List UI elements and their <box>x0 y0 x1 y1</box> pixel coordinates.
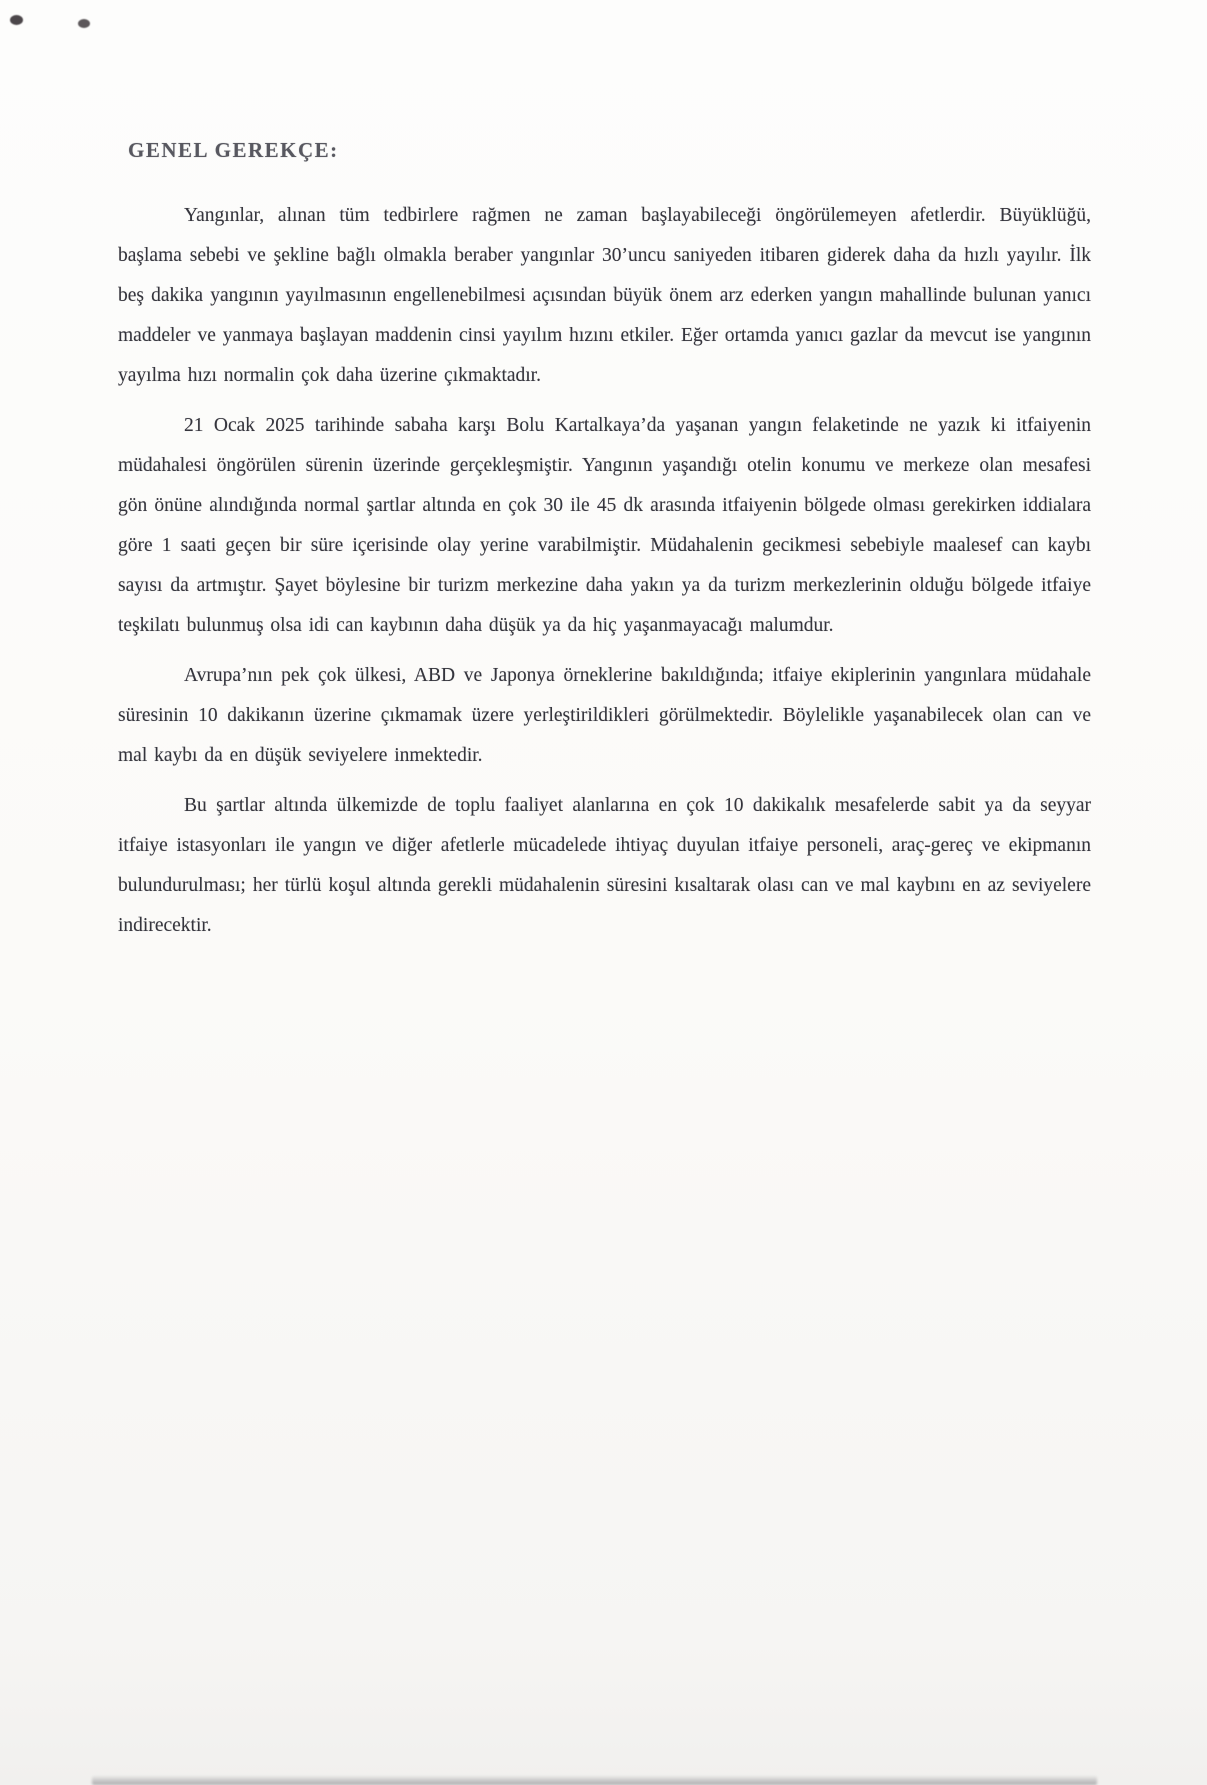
document-title: GENEL GEREKÇE: <box>128 138 339 162</box>
scan-speck-icon <box>78 19 90 28</box>
scan-speck-icon <box>10 15 23 25</box>
paragraph-international-examples: Avrupa’nın pek çok ülkesi, ABD ve Japonya örneklerine bakıldığında; itfaiye ekiplerinin yangınlara müdahale süresinin 10 dakikanın üzerine çıkmamak üzere yerleştirildikleri görülmektedir. Böylelikle yaşanabilecek olan can ve mal kaybı da en düşük seviyelere inmektedir. <box>118 665 1091 766</box>
paragraph-kartalkaya-incident: 21 Ocak 2025 tarihinde sabaha karşı Bolu Kartalkaya’da yaşanan yangın felaketinde ne yazık ki itfaiyenin müdahalesi öngörülen sürenin üzerinde gerçekleşmiştir. Yangının yaşandığı otelin konumu ve merkeze olan mesafesi gön önüne alındığında normal şartlar altında en çok 30 ile 45 dk arasında itfaiyenin bölgede olması gerekirken iddialara göre 1 saati geçen bir süre içerisinde olay yerine varabilmiştir. Müdahalenin gecikmesi sebebiyle maalesef can kaybı sayısı da artmıştır. Şayet böylesine bir turizm merkezine daha yakın ya da turizm merkezlerinin olduğu bölgede itfaiye teşkilatı bulunmuş olsa idi can kaybının daha düşük ya da hiç yaşanmayacağı malumdur. <box>118 415 1091 636</box>
paragraph-proposal: Bu şartlar altında ülkemizde de toplu faaliyet alanlarına en çok 10 dakikalık mesafelerde sabit ya da seyyar itfaiye istasyonları ile yangın ve diğer afetlerle mücadelede ihtiyaç duyulan itfaiye personeli, araç-gereç ve ekipmanın bulundurulması; her türlü koşul altında gerekli müdahalenin süresini kısaltarak olası can ve mal kaybını en az seviyelere indirecektir. <box>118 795 1091 936</box>
paragraph-fire-general: Yangınlar, alınan tüm tedbirlere rağmen ne zaman başlayabileceği öngörülemeyen afetlerdir. Büyüklüğü, başlama sebebi ve şekline bağlı olmakla beraber yangınlar 30’uncu saniyeden itibaren giderek daha da hızlı yayılır. İlk beş dakika yangının yayılmasının engellenebilmesi açısından büyük önem arz ederken yangın mahallinde bulunan yanıcı maddeler ve yanmaya başlayan maddenin cinsi yayılım hızını etkiler. Eğer ortamda yanıcı gazlar da mevcut ise yangının yayılma hızı normalin çok daha üzerine çıkmaktadır. <box>118 205 1091 386</box>
scan-edge-artifact <box>92 1776 1097 1785</box>
document-body <box>118 196 1091 956</box>
